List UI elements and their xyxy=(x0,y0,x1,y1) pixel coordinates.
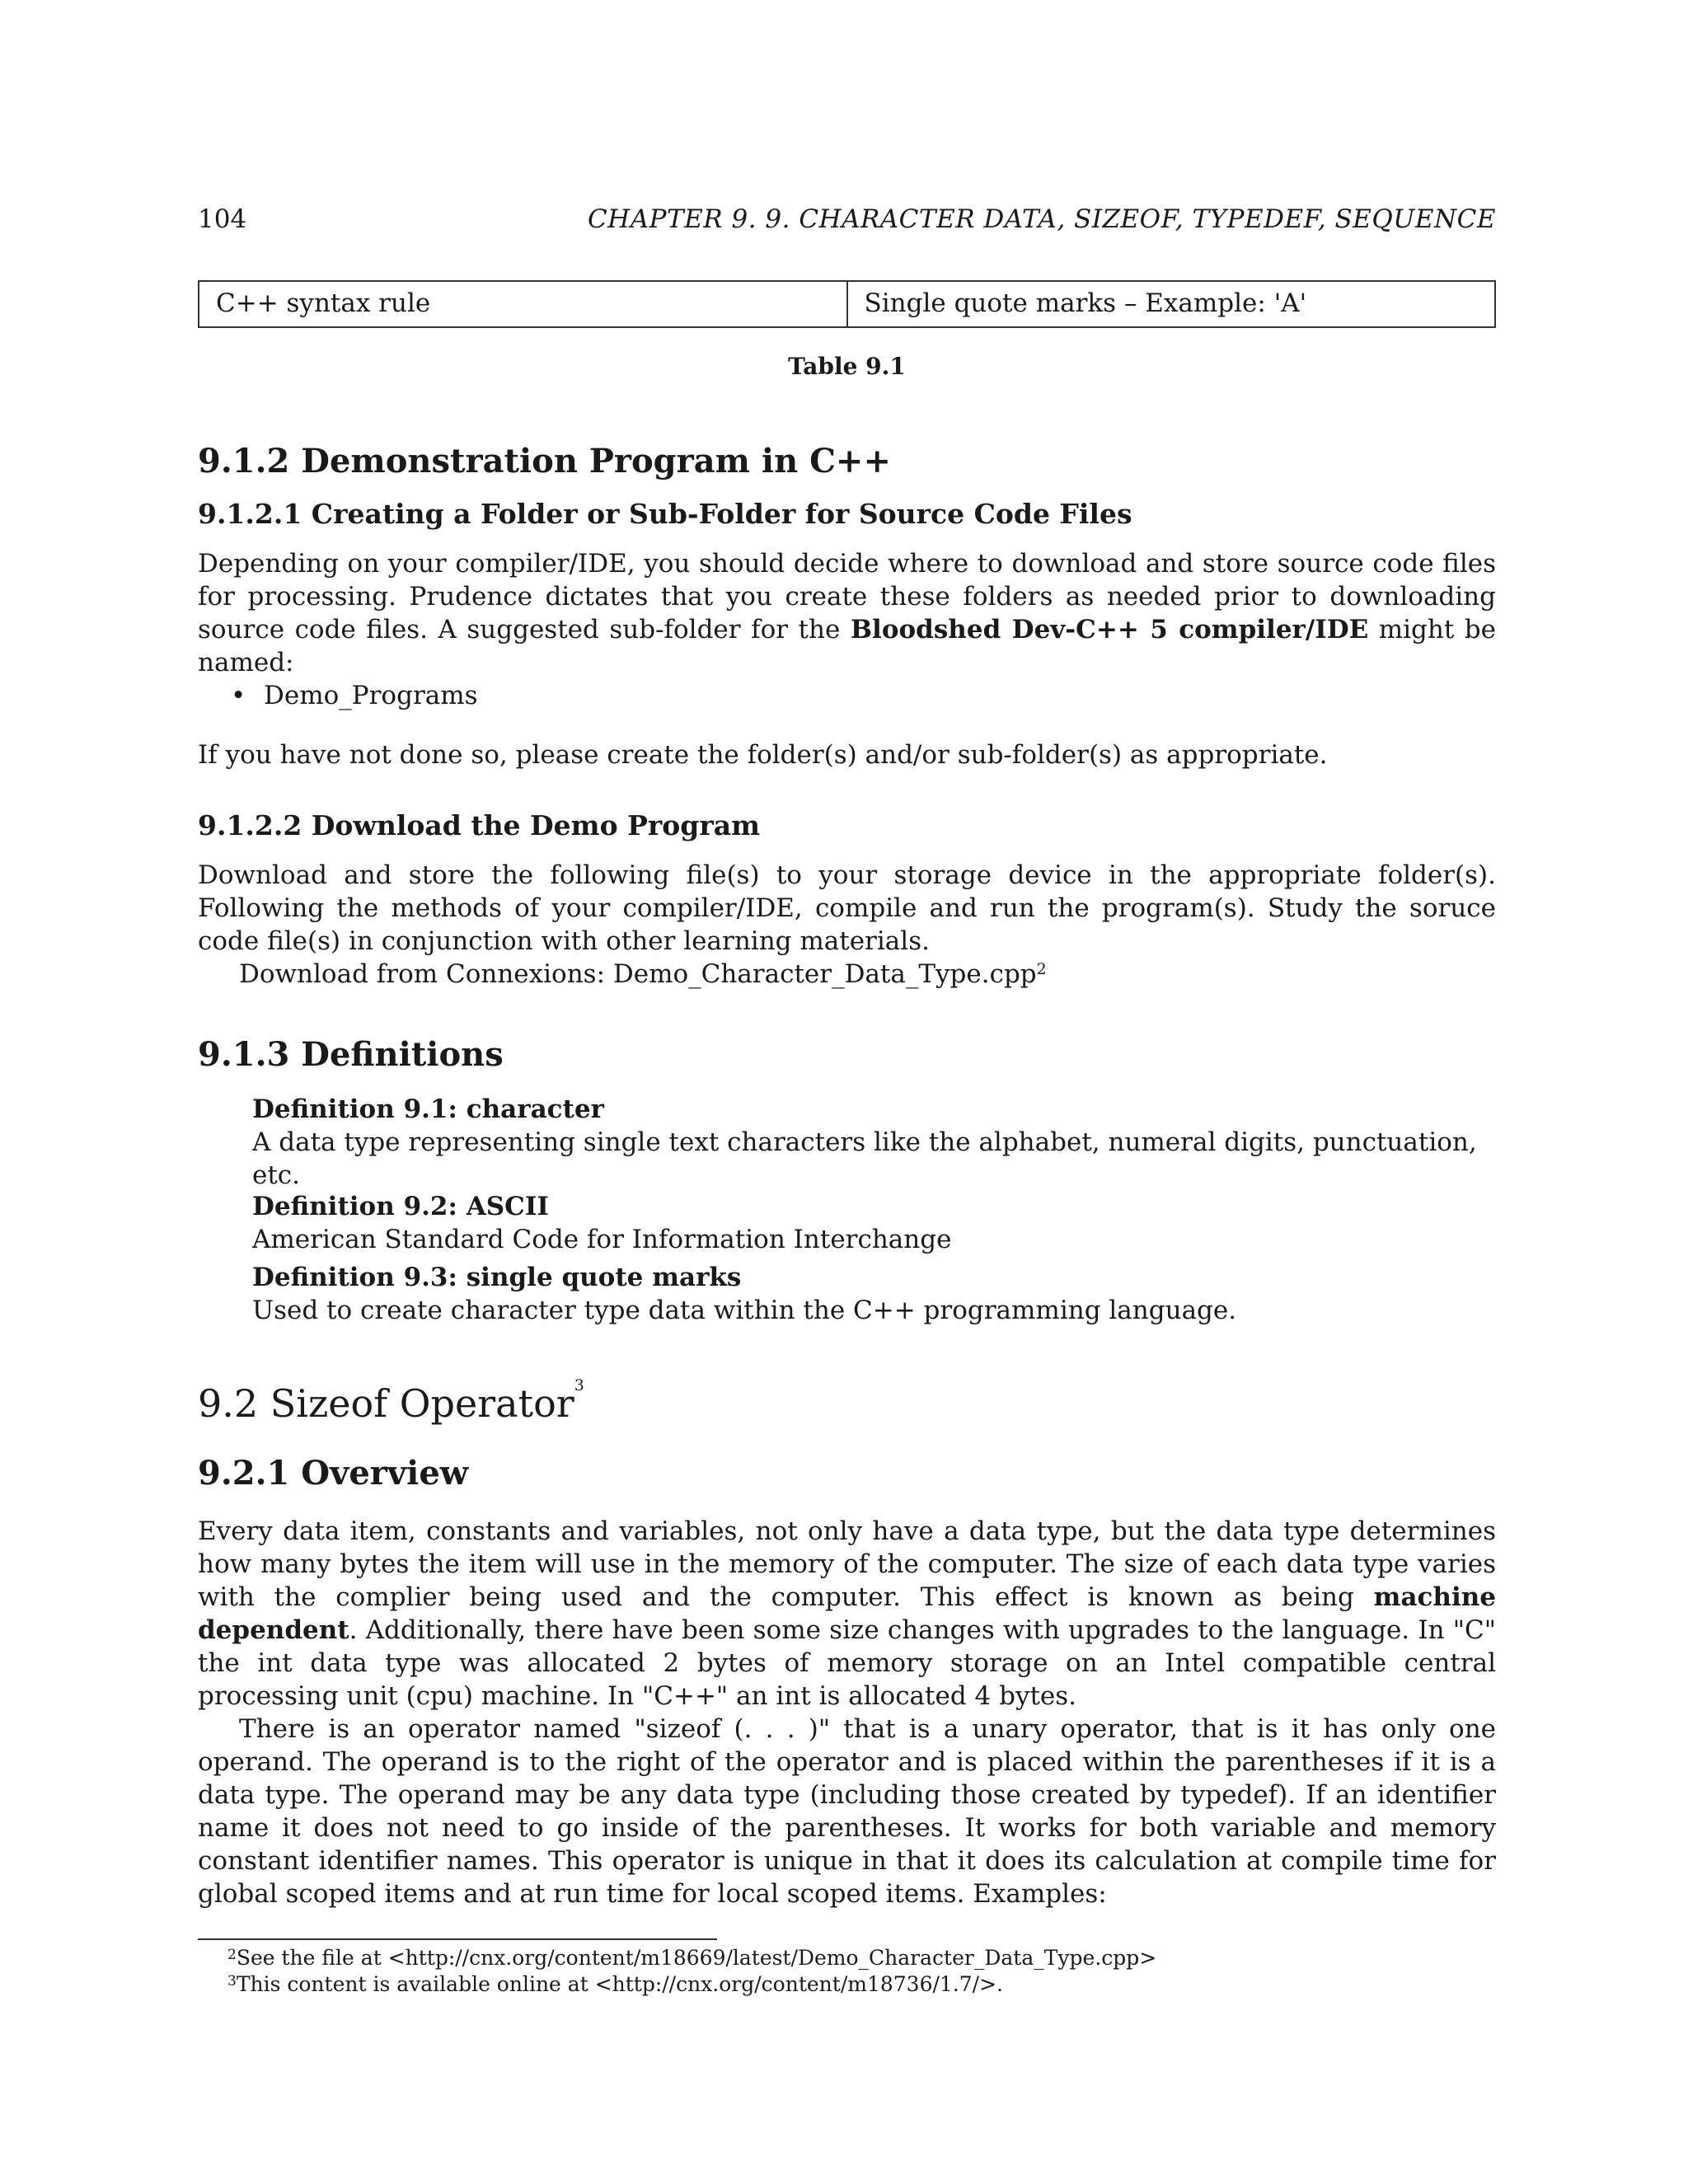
footnote-text: This content is available online at <http://cnx.org/content/m18736/1.7/>. xyxy=(236,1972,1003,1996)
bold-machine-dependent: machine dependent xyxy=(198,1582,1496,1645)
footnote-text: See the file at <http://cnx.org/content/m18669/latest/Demo_Character_Data_Type.cpp> xyxy=(236,1946,1157,1970)
definition-term: Definition 9.1: character xyxy=(252,1094,604,1124)
syntax-table xyxy=(198,280,1496,328)
table-cell-left: C++ syntax rule xyxy=(199,281,847,327)
subsection-heading-9-1-2-1: 9.1.2.1 Creating a Folder or Sub-Folder for Source Code Files xyxy=(198,498,1132,530)
subsection-heading-9-1-2-2: 9.1.2.2 Download the Demo Program xyxy=(198,809,761,841)
footnote-ref-2: 2 xyxy=(1036,960,1047,978)
paragraph-text: Depending on your compiler/IDE, you should decide where to download and store source code files for processing. Prudence dictates that you create these folders as needed prior to downloading source code files. A suggested sub-folder for the xyxy=(198,549,1496,644)
definition-term: Definition 9.3: single quote marks xyxy=(252,1263,742,1292)
running-title: CHAPTER 9. 9. CHARACTER DATA, SIZEOF, TYPEDEF, SEQUENCE xyxy=(587,204,1496,234)
footnote-ref-3: 3 xyxy=(574,1376,584,1394)
section-heading-9-1-3: 9.1.3 Definitions xyxy=(198,1035,504,1074)
footnote-2 xyxy=(227,1945,1156,1971)
paragraph-text: might be named: xyxy=(198,615,1496,677)
paragraph-create-folder: If you have not done so, please create the folder(s) and/or sub-folder(s) as appropriate. xyxy=(198,740,1328,770)
footnote-3 xyxy=(227,1971,1003,1998)
paragraph-sizeof: There is an operator named "sizeof (. . . )" that is a unary operator, that is it has only one operand. The operand is to the right of the operator and is placed within the parentheses if it is a data type. The operand may be any data type (including those created by typedef). If an identifier name it does not need to go inside of the parentheses. It works for both variable and memory constant identifier names. This operator is unique in that it does its calculation at compile time for global scoped items and at run time for local scoped items. Examples: xyxy=(198,1714,1496,1909)
section-heading-9-2-1: 9.2.1 Overview xyxy=(198,1454,469,1493)
table-caption: Table 9.1 xyxy=(788,353,906,380)
paragraph-overview xyxy=(198,1515,1496,1713)
list-item xyxy=(198,679,1496,712)
footnote-mark: 3 xyxy=(227,1973,237,1990)
section-heading-9-1-2: 9.1.2 Demonstration Program in C++ xyxy=(198,442,891,480)
bold-compiler-name: Bloodshed Dev-C++ 5 compiler/IDE xyxy=(850,615,1369,644)
list-item-text: Demo_Programs xyxy=(264,681,478,710)
definition-text: Used to create character type data within the C++ programming language. xyxy=(252,1296,1237,1325)
definition-text: American Standard Code for Information Interchange xyxy=(252,1225,952,1254)
paragraph-folder xyxy=(198,547,1496,679)
table-row xyxy=(199,281,1495,327)
download-text: Download from Connexions: Demo_Character_Data_Type.cpp xyxy=(239,959,1037,989)
running-header xyxy=(198,204,1496,234)
page xyxy=(198,0,1496,2184)
footnote-rule xyxy=(198,1938,717,1940)
table-cell-right: Single quote marks – Example: 'A' xyxy=(847,281,1496,327)
definition-text: A data type representing single text characters like the alphabet, numeral digits, punctuation, etc. xyxy=(252,1127,1477,1190)
section-title: 9.2 Sizeof Operator xyxy=(198,1381,574,1426)
footnote-mark: 2 xyxy=(227,1947,237,1963)
definition-term: Definition 9.2: ASCII xyxy=(252,1192,549,1221)
bullet-icon: • xyxy=(231,681,246,710)
page-number: 104 xyxy=(198,204,247,234)
paragraph-text: . Additionally, there have been some size changes with upgrades to the language. In "C" the int data type was allocated 2 bytes of memory storage on an Intel compatible central processing unit (cpu) machine. In "C++" an int is allocated 4 bytes. xyxy=(198,1615,1496,1711)
download-line xyxy=(198,958,1496,991)
paragraph-download: Download and store the following file(s) to your storage device in the appropriate folder(s). Following the methods of your compiler/IDE, compile and run the program(s). Study the soruce code file(s) in conjunction with other learning materials. xyxy=(198,860,1496,956)
paragraph-text: Every data item, constants and variables, not only have a data type, but the data type determines how many bytes the item will use in the memory of the computer. The size of each data type varies with the complier being used and the computer. This effect is known as being xyxy=(198,1516,1496,1612)
section-heading-9-2 xyxy=(198,1376,1496,1426)
